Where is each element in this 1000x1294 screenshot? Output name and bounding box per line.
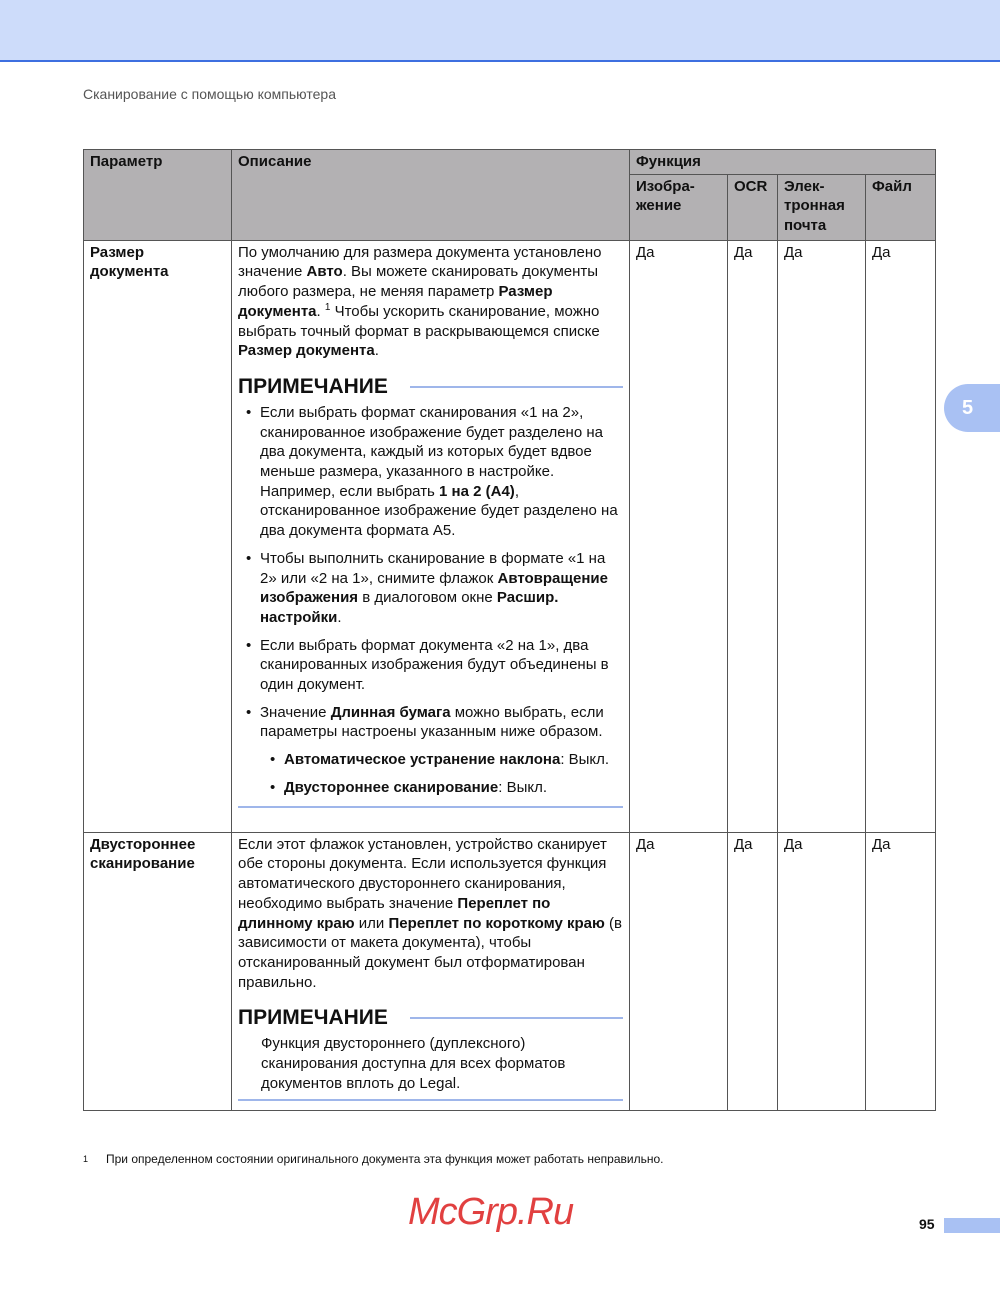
footnote-ref[interactable]: 1 (324, 301, 331, 313)
description: Если этот флажок установлен, устройство сканирует обе стороны документа. Если используется функция автоматического двустороннего сканирования, необходимо выбрать значение Переплет по длинному краю или Переплет по короткому краю (в зависимости от макета документа), чтобы отсканированный документ был отформатирован правильно. ПРИМЕЧАНИЕ Функция двустороннего (дуплексного) сканирования доступна для всех форматов документов вплоть до Legal. (232, 832, 630, 1110)
top-banner (0, 0, 1000, 62)
table-row (84, 832, 936, 1110)
list-item: • Чтобы выполнить сканирование в формате «1 на 2» или «2 на 1», снимите флажок Автовращение изображения в диалоговом окне Расшир. настройки. (260, 549, 623, 628)
value-email: Да (778, 240, 866, 832)
value-file: Да (866, 240, 936, 832)
table-row (84, 240, 936, 832)
sub-list-item: • Двустороннее сканирование: Выкл. (284, 778, 623, 798)
value-image: Да (630, 240, 728, 832)
note-title: ПРИМЕЧАНИЕ (238, 1006, 388, 1030)
list-item: • Если выбрать формат документа «2 на 1», два сканированных изображения будут объединены в один документ. (260, 636, 623, 695)
value-ocr: Да (728, 832, 778, 1110)
page-number: 95 (919, 1216, 935, 1232)
param-name: Двустороннее сканирование (90, 835, 196, 873)
note-title: ПРИМЕЧАНИЕ (238, 374, 388, 398)
header-param: Параметр (84, 150, 232, 241)
note-box (238, 1006, 623, 1101)
header-function: Функция (630, 150, 936, 175)
param-name: Размер документа (90, 243, 169, 281)
header-email: Элек-тронная почта (778, 174, 866, 240)
list-item: • Если выбрать формат сканирования «1 на 2», сканированное изображение будет разделено на два документа, каждый из которых будет вдвое меньше размера, указанного в настройке. Например, если выбрать 1 на 2 (A4), отсканированное изображение будет разделено на два документа формата A5. (260, 403, 623, 541)
note-box (238, 375, 623, 808)
value-email: Да (778, 832, 866, 1110)
value-image: Да (630, 832, 728, 1110)
footnote (83, 1151, 664, 1167)
footnote-mark: 1 (83, 1154, 89, 1164)
running-title: Сканирование с помощью компьютера (83, 86, 336, 102)
parameters-table (83, 149, 936, 1111)
chapter-tab: 5 (944, 384, 1000, 432)
sub-list-item: • Автоматическое устранение наклона: Выкл. (284, 750, 623, 770)
list-item: • Значение Длинная бумага можно выбрать, если параметры настроены указанным ниже образом. • Автоматическое устранение наклона: Выкл. • Двустороннее сканирование: Выкл. (260, 703, 623, 798)
footnote-text: При определенном состоянии оригинального документа эта функция может работать неправильно. (106, 1152, 664, 1166)
note-text: Функция двустороннего (дуплексного) сканирования доступна для всех форматов документов вплоть до Legal. (261, 1035, 566, 1092)
header-ocr: OCR (728, 174, 778, 240)
value-file: Да (866, 832, 936, 1110)
description: По умолчанию для размера документа установлено значение Авто. Вы можете сканировать документы любого размера, не меняя параметр Размер документа. $^1$ Чтобы ускорить сканирование, можно выбрать точный формат в раскрывающемся списке Размер документа. ПРИМЕЧАНИЕ • Если выбрать формат сканирования «1 на 2», сканированное изображение будет разделено на два документа, каждый из которых будет вдвое меньше размера, указанного в настройке. Например, если выбрать 1 на 2 (A4), отсканированное изображение будет разделено на два документа формата A5. • Чтобы выполнить сканирование в формате «1 на 2» или «2 на 1», снимите флажок Автовращение изображения в диалоговом окне Расшир. настройки. • Если выбрать формат документа «2 на 1», два сканированных изображения будут объединены в один документ. • Значение Длинная бумага можно выбрать, если параметры настроены указанным ниже образом. • Автоматическое устранение наклона: Выкл. • Двустороннее сканирование: Выкл. (232, 240, 630, 832)
header-desc: Описание (232, 150, 630, 241)
page-bar (944, 1218, 1000, 1233)
watermark: McGrp.Ru (408, 1191, 574, 1233)
header-file: Файл (866, 174, 936, 240)
value-ocr: Да (728, 240, 778, 832)
header-image: Изобра-жение (630, 174, 728, 240)
